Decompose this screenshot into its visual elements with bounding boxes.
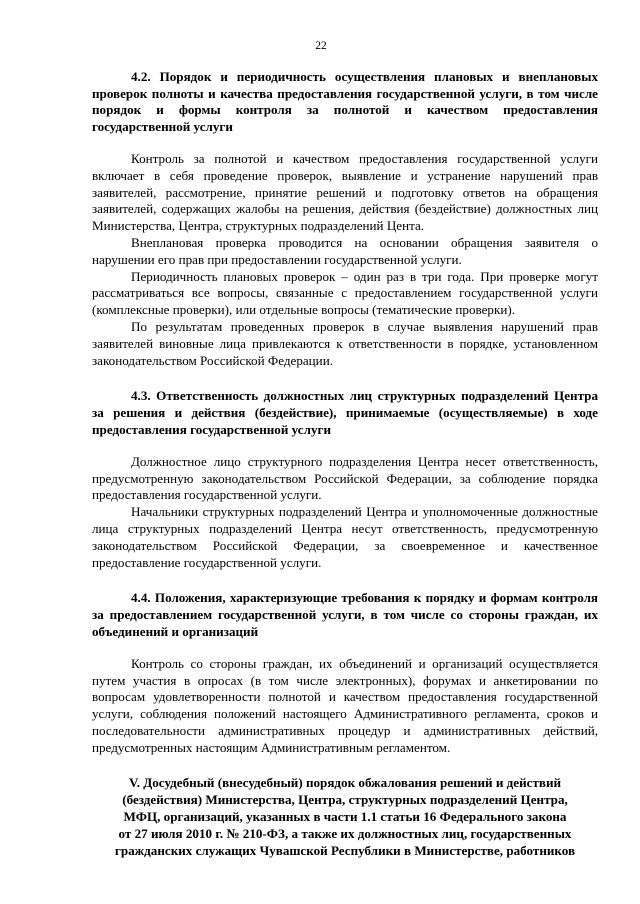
paragraph: Контроль за полнотой и качеством предоставления государственной услуги включает в себя проведение проверок, выявление и устранение нарушений прав заявителей, рассмотрение, принятие решений и подготовку ответов на обращения заявителей, содержащих жалобы на решения, действия (бездействие) должностных лиц Министерства, Центра, структурных подразделений Цента. [92, 150, 598, 234]
paragraph: Контроль со стороны граждан, их объединений и организаций осуществляется путем участия в опросах (в том числе электронных), форумах и анкетировании по вопросам удовлетворенности полнотой и качеством предоставления государственной услуги, соблюдения положений настоящего Административного регламента, сроков и последовательности административных процедур и административных действий, предусмотренных настоящим Административным регламентом. [92, 655, 598, 755]
page-number: 22 [315, 40, 327, 52]
section-heading-4-2: 4.2. Порядок и периодичность осуществления плановых и внеплановых проверок полноты и качества предоставления государственной услуги, в том числе порядок и формы контроля за полнотой и качеством предоставления государственной услуги [92, 68, 598, 135]
section-heading-line: (бездействия) Министерства, Центра, структурных подразделений Центра, [122, 792, 568, 808]
section-heading-5 [92, 775, 598, 859]
section-heading-4-3: 4.3. Ответственность должностных лиц структурных подразделений Центра за решения и действия (бездействие), принимаемые (осуществляемые) в ходе предоставления государственной услуги [92, 388, 598, 437]
section-heading-line: МФЦ, организаций, указанных в части 1.1 статьи 16 Федерального закона [123, 809, 567, 825]
section-heading-line: от 27 июля 2010 г. № 210-ФЗ, а также их должностных лиц, государственных [118, 825, 572, 841]
section-heading-4-4: 4.4. Положения, характеризующие требования к порядку и формам контроля за предоставлением государственной услуги, в том числе со стороны граждан, их объединений и организаций [92, 590, 598, 639]
paragraph: Периодичность плановых проверок – один раз в три года. При проверке могут рассматриваться все вопросы, связанные с предоставлением государственной услуги (комплексные проверки), или отдельные вопросы (тематические проверки). [92, 268, 598, 318]
section-heading-line: V. Досудебный (внесудебный) порядок обжалования решений и действий [128, 775, 562, 791]
section-heading-line: гражданских служащих Чувашской Республики в Министерстве, работников [114, 842, 576, 858]
paragraph: По результатам проведенных проверок в случае выявления нарушений прав заявителей виновные лица привлекаются к ответственности в порядке, установленном законодательством Российской Федерации. [92, 318, 598, 368]
paragraph: Должностное лицо структурного подразделения Центра несет ответственность, предусмотренную законодательством Российской Федерации, за соблюдение порядка предоставления государственной услуги. [92, 453, 598, 503]
paragraph: Начальники структурных подразделений Центра и уполномоченные должностные лица структурных подразделений Центра несут ответственность, предусмотренную законодательством Российской Федерации, за своевременное и качественное предоставление государственной услуги. [92, 504, 598, 570]
paragraph: Внеплановая проверка проводится на основании обращения заявителя о нарушении его прав при предоставлении государственной услуги. [92, 234, 598, 267]
